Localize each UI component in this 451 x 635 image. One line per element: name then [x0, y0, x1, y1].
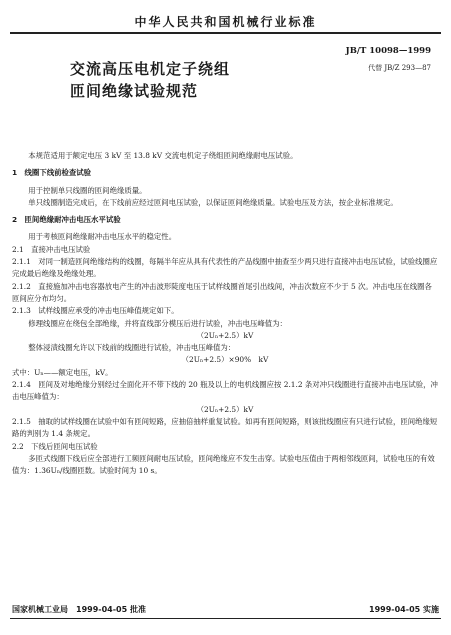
clause-2-2-p1: 多匝式线圈下线后应全部进行工频匝间耐电压试验，匝间绝缘应不发生击穿。试验电压值由于两相邻线匝间，试验电压的有效值为：1.36Uₙ/线圈匝数。试验时间为 10 s。	[12, 453, 435, 476]
scope-paragraph: 本规范适用于额定电压 3 kV 至 13.8 kV 交流电机定子绕组匝间绝缘耐电压试验。	[28, 151, 298, 160]
clause-2-2: 2.2 下线后匝间电压试验	[12, 441, 98, 451]
clause-2-1-2: 2.1.2 直接施加冲击电容器放电产生的冲击波形陡度电压于试样线圈首尾引出线间，冲击次数应不少于 5 次。冲击电压在线圈各匝间应分布均匀。	[12, 281, 432, 303]
implementation-date: 1999-04-05 实施	[369, 605, 439, 614]
clause-2-1-5: 2.1.5 抽取的试样线圈在试验中如有匝间短路，应抽倍抽样重复试验。如再有匝间短路，则该批线圈应有只进行试验，匝间绝缘短路的判别为 1.4 条规定。	[12, 416, 438, 439]
section-1-p1: 用于控制单只线圈的匝间绝缘质量。	[28, 185, 147, 195]
standard-title-line2: 匝间绝缘试验规范	[70, 82, 199, 100]
formula-note: 式中：Uₙ——额定电压，kV。	[12, 367, 113, 377]
approval-line: 国家机械工业局 1999-04-05 批准	[12, 605, 146, 614]
section-2-title: 2 匝间绝缘耐冲击电压水平试验	[12, 215, 121, 225]
formula-2: （2Uₙ+2.5）×90% kV	[181, 355, 269, 365]
section-1-title: 1 线圈下线前检查试验	[12, 168, 92, 178]
standard-replaces: 代替 JB/Z 293—87	[368, 64, 431, 72]
clause-2-1-3-p2: 整体浸渍线圈允许以下线前的线圈进行试验，冲击电压峰值为：	[28, 343, 236, 353]
body-text	[12, 150, 438, 477]
clause-2-1-1: 2.1.1 对同一制造匝间绝缘结构的线圈，每隔半年应从具有代表性的产品线圈中抽查至少两只进行直接冲击电压试验，试验线圈应完成最后绝缘及绝缘处理。	[12, 257, 438, 279]
standard-title	[70, 58, 300, 102]
standard-title-line1: 交流高压电机定子绕组	[70, 60, 231, 78]
section-1-p2: 单只线圈制造完成后，在下线前应经过匝间电压试验，以保证匝间绝缘质量。试验电压及方法，按企业标准规定。	[28, 197, 398, 207]
header-org-title: 中华人民共和国机械行业标准	[134, 15, 317, 29]
header-rule	[10, 32, 441, 34]
formula-3: （2Uₙ+2.5）kV	[196, 404, 254, 414]
section-2-p1: 用于考核匝间绝缘耐冲击电压水平的稳定性。	[28, 232, 177, 242]
clause-2-1: 2.1 直接冲击电压试验	[12, 244, 91, 254]
formula-1: （2Uₙ+2.5）kV	[196, 330, 254, 340]
clause-2-1-4: 2.1.4 匝间及对地绝缘分别经过全面化开不带下线的 20 瓶及以上的电机线圈应按 2.1.2 条对冲只线圈进行直接冲击电压试验，冲击电压峰值为：	[12, 380, 438, 402]
standard-number: JB/T 10098—1999	[345, 46, 431, 56]
footer-rule	[10, 618, 441, 619]
clause-2-1-3: 2.1.3 试样线圈应承受的冲击电压峰值规定如下。	[12, 306, 179, 316]
clause-2-1-3-p1: 修理线圈应在绕包全部绝缘，并将直线部分模压后进行试验，冲击电压峰值为：	[28, 318, 287, 328]
